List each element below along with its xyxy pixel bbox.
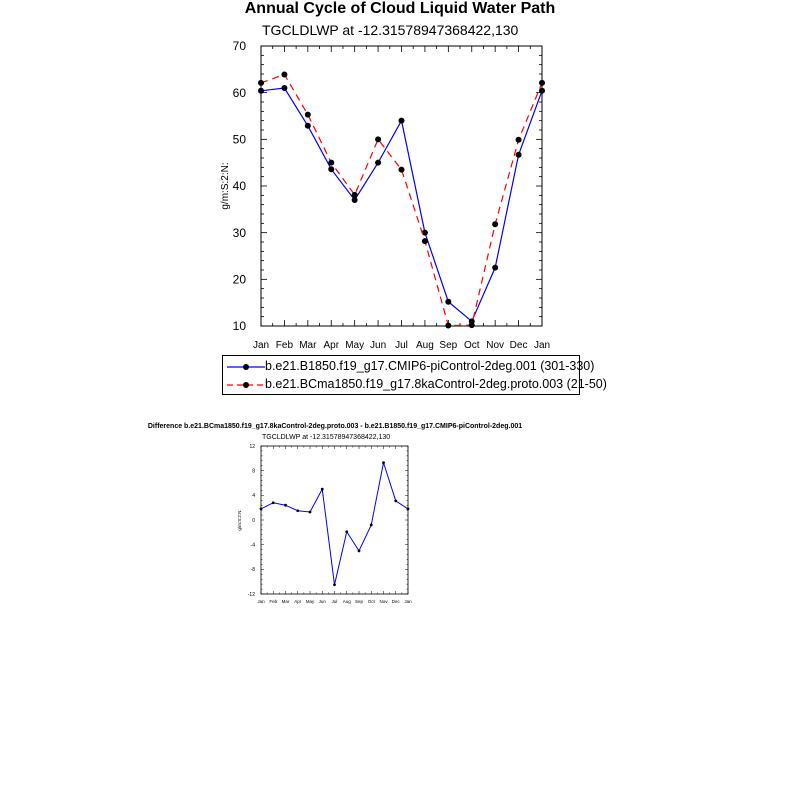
main-xtick-label: Oct	[463, 340, 480, 351]
diff-xtick-label: Sep	[354, 599, 364, 604]
main-xtick-label: Jul	[395, 340, 408, 351]
diff-ytick-label: -12	[247, 591, 255, 598]
diff-ytick-label: 12	[249, 443, 255, 450]
main-ytick-label: 20	[232, 272, 246, 287]
diff-xtick-label: Nov	[379, 599, 388, 604]
main-xtick-label: Sep	[439, 340, 458, 351]
diff-plot-frame	[261, 446, 408, 594]
diff-chart-subtitle: TGCLDLWP at -12.31578947368422,130	[262, 434, 391, 441]
diff-xtick-label: Jul	[331, 599, 338, 604]
main-ytick-label: 70	[232, 39, 246, 54]
diff-ytick-label: -4	[250, 542, 255, 549]
diff-xtick-label: Jan	[257, 599, 265, 604]
diff-series-1-point	[333, 583, 336, 586]
main-xtick-label: May	[345, 340, 365, 351]
main-xtick-label: Dec	[509, 340, 528, 351]
main-xtick-label: Feb	[275, 340, 294, 351]
diff-ylabel: g/m:S:2:N:	[237, 509, 242, 531]
main-ytick-label: 50	[232, 132, 246, 147]
diff-series-1-point	[370, 524, 373, 527]
main-ytick-label: 60	[232, 85, 246, 100]
main-chart-title: Annual Cycle of Cloud Liquid Water Path	[244, 0, 556, 17]
diff-series-1-point	[272, 501, 275, 504]
legend-label-series-2: b.e21.BCma1850.f19_g17.8kaControl-2deg.proto.003 (21-50)	[265, 377, 607, 391]
diff-xtick-label: Oct	[367, 599, 375, 604]
diff-series-1-point	[407, 508, 410, 511]
main-xtick-label: Jan	[252, 340, 270, 351]
main-xtick-label: Apr	[323, 340, 340, 351]
legend-label-series-1: b.e21.B1850.f19_g17.CMIP6-piControl-2deg.001 (301-330)	[265, 359, 595, 373]
diff-ytick-label: 4	[252, 493, 255, 500]
main-ylabel: g/m:S:2:N:	[220, 162, 231, 210]
main-ytick-label: 30	[232, 225, 246, 240]
main-xtick-label: Nov	[486, 340, 505, 351]
main-xtick-label: Mar	[299, 340, 317, 351]
diff-series-1-point	[382, 461, 385, 464]
diff-series-1-point	[296, 509, 299, 512]
main-ytick-label: 10	[232, 319, 246, 334]
main-xtick-label: Aug	[416, 340, 434, 351]
diff-series-1-point	[358, 549, 361, 552]
diff-ytick-label: 0	[252, 517, 255, 524]
diff-series-1-point	[321, 488, 324, 491]
diff-xtick-label: Dec	[391, 599, 400, 604]
diff-ytick-label: -8	[250, 567, 255, 574]
diff-chart-title: Difference b.e21.BCma1850.f19_g17.8kaControl-2deg.proto.003 - b.e21.B1850.f19_g17.CMIP6-piControl-2deg.001	[147, 423, 523, 430]
diff-series-1-point	[260, 508, 263, 511]
main-chart-subtitle: TGCLDLWP at -12.31578947368422,130	[262, 22, 519, 38]
diff-series-1-point	[394, 499, 397, 502]
diff-xtick-label: Feb	[269, 599, 278, 604]
diff-xtick-label: Aug	[342, 599, 351, 604]
diff-xtick-label: Apr	[294, 599, 302, 604]
diff-xtick-label: Jun	[318, 599, 326, 604]
diff-series-1-point	[309, 511, 312, 514]
main-ytick-label: 40	[232, 179, 246, 194]
diff-ytick-label: 8	[252, 468, 255, 475]
diff-xtick-label: Jan	[404, 599, 412, 604]
diff-series-1-point	[345, 530, 348, 533]
diff-series-1-line	[261, 463, 408, 585]
main-xtick-label: Jun	[370, 340, 387, 351]
diff-xtick-label: Mar	[281, 599, 290, 604]
diff-xtick-label: May	[305, 599, 315, 604]
diff-series-1-point	[284, 504, 287, 507]
main-xtick-label: Jan	[533, 340, 551, 351]
